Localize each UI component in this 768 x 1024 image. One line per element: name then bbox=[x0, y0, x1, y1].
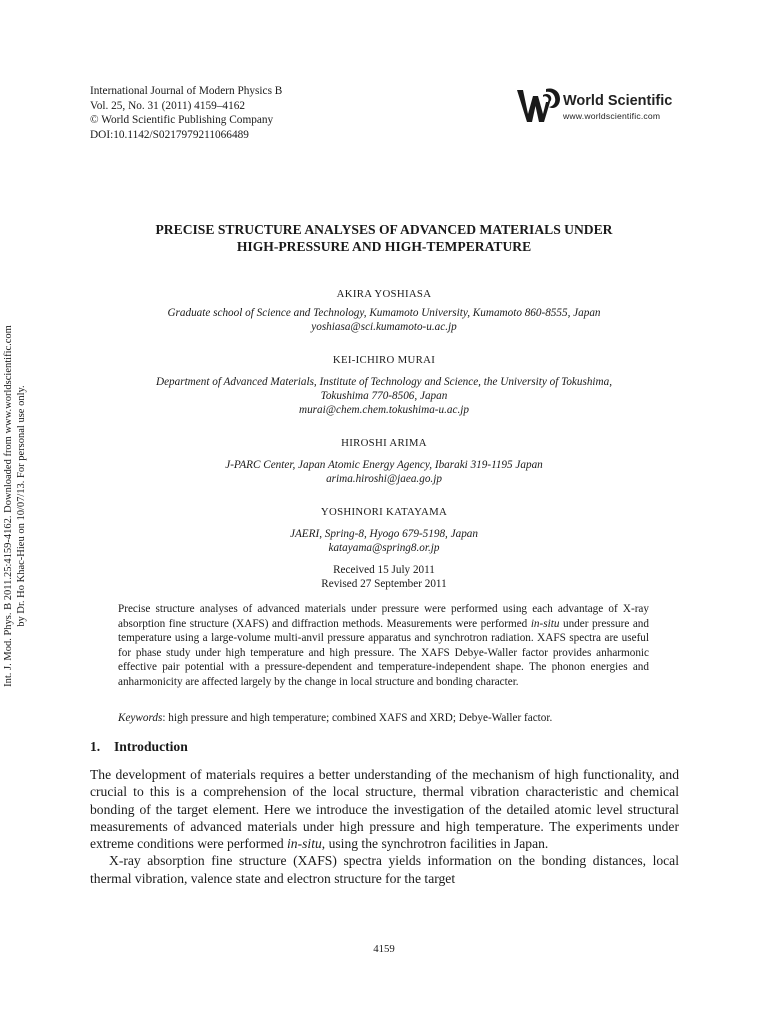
revised-date: Revised 27 September 2011 bbox=[321, 578, 447, 590]
section-number: 1. bbox=[90, 739, 101, 754]
body-text bbox=[90, 766, 679, 887]
author-email: katayama@spring8.or.jp bbox=[328, 542, 440, 554]
keywords bbox=[118, 711, 649, 726]
paper-title-line-2: HIGH-PRESSURE AND HIGH-TEMPERATURE bbox=[236, 239, 532, 254]
journal-volume: Vol. 25, No. 31 (2011) 4159–4162 bbox=[90, 99, 246, 112]
journal-info bbox=[90, 84, 282, 142]
paragraph-text: , using the synchrotron facilities in Japan. bbox=[321, 836, 549, 852]
author-name: AKIRA YOSHIASA bbox=[336, 288, 432, 300]
journal-name: International Journal of Modern Physics B bbox=[90, 85, 283, 97]
paragraph-text: The development of materials requires a better understanding of the mechanism of high functionality, and crucial to this is a comprehension of the local structure, thermal vibration characteristic and chemical bonding of the target element. Here we introduce the investigation of the detailed atomic level structural measurements of advanced materials under high pressure and high temperature. The experiments under extreme conditions were performed bbox=[90, 767, 679, 852]
author-name: YOSHINORI KATAYAMA bbox=[320, 506, 448, 518]
page-number: 4159 bbox=[373, 943, 395, 955]
author-affiliation: Tokushima 770-8506, Japan bbox=[320, 390, 448, 402]
author-email: yoshiasa@sci.kumamoto-u.ac.jp bbox=[311, 321, 457, 333]
paragraph bbox=[90, 766, 679, 852]
author-affiliation: J-PARC Center, Japan Atomic Energy Agency, Ibaraki 319-1195 Japan bbox=[225, 459, 543, 471]
abstract-text: Precise structure analyses of advanced materials under pressure were performed using each advantage of X-ray absorption fine structure (XAFS) and diffraction methods. Measurements were performed bbox=[118, 603, 649, 630]
received-date: Received 15 July 2011 bbox=[333, 564, 435, 576]
abstract bbox=[118, 602, 649, 690]
journal-copyright: © World Scientific Publishing Company bbox=[90, 114, 274, 127]
section-heading bbox=[90, 739, 188, 755]
publisher-url: www.worldscientific.com bbox=[563, 111, 661, 121]
paragraph: X-ray absorption fine structure (XAFS) spectra yields information on the bonding distances, local thermal vibration, valence state and electron structure for the target bbox=[90, 853, 679, 886]
publisher-logo bbox=[516, 86, 686, 126]
abstract-italic-term: in-situ bbox=[530, 617, 560, 630]
paragraph-italic-term: in-situ bbox=[287, 836, 322, 852]
author-affiliation: JAERI, Spring-8, Hyogo 679-5198, Japan bbox=[290, 528, 478, 540]
author-name: HIROSHI ARIMA bbox=[341, 437, 427, 449]
journal-doi: DOI:10.1142/S0217979211066489 bbox=[90, 128, 249, 141]
paper-title-line-1: PRECISE STRUCTURE ANALYSES OF ADVANCED MATERIALS UNDER bbox=[155, 222, 613, 237]
author-affiliation: Department of Advanced Materials, Institute of Technology and Science, the University of Tokushima, bbox=[155, 376, 613, 388]
author-affiliation: Graduate school of Science and Technology, Kumamoto University, Kumamoto 860-8555, Japan bbox=[167, 307, 601, 319]
keywords-text: : high pressure and high temperature; combined XAFS and XRD; Debye-Waller factor. bbox=[162, 712, 553, 724]
download-notice-line-2: by Dr. Ho Khac-Hieu on 10/07/13. For personal use only. bbox=[16, 385, 27, 627]
paper-title bbox=[90, 221, 678, 255]
download-notice bbox=[2, 296, 40, 716]
abstract-text: under pressure and temperature using a large-volume multi-anvil pressure apparatus and synchrotron radiation. XAFS spectra are useful for phase study under high temperature and high pressure. The XAFS Debye-Waller factor provides anharmonic effective pair potential with a pressure-dependent and temperature-independent shape. The phonon energies and anharmonicity are affected largely by the change in local structure and bonding character. bbox=[118, 617, 649, 688]
publisher-name: World Scientific bbox=[563, 93, 673, 109]
author-name: KEI-ICHIRO MURAI bbox=[332, 354, 436, 366]
download-notice-line-1: Int. J. Mod. Phys. B 2011.25:4159-4162. Downloaded from www.worldscientific.com bbox=[3, 325, 14, 687]
author-email: arima.hiroshi@jaea.go.jp bbox=[326, 473, 442, 485]
keywords-label: Keywords bbox=[118, 712, 163, 724]
section-title: Introduction bbox=[114, 739, 188, 754]
author-email: murai@chem.chem.tokushima-u.ac.jp bbox=[299, 404, 469, 416]
world-scientific-logo-icon bbox=[516, 86, 562, 124]
